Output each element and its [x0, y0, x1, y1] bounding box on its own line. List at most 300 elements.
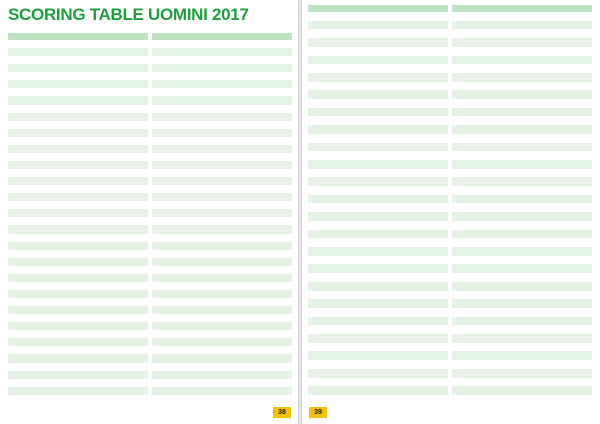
- table-cell: [195, 290, 208, 298]
- table-cell: [351, 221, 364, 230]
- table-cell: [495, 177, 508, 186]
- table-cell: [152, 201, 180, 209]
- table-row: [308, 221, 448, 230]
- table-cell: [51, 217, 64, 225]
- table-cell: [8, 225, 36, 233]
- table-cell: [336, 221, 351, 230]
- table-cell: [51, 330, 64, 338]
- table-cell: [480, 360, 495, 369]
- table-cell: [495, 308, 508, 317]
- table-row: [152, 387, 292, 395]
- table-cell: [8, 282, 36, 290]
- table-row: [452, 116, 592, 125]
- table-cell: [308, 343, 336, 352]
- table-row: [8, 338, 148, 346]
- column-header: [64, 33, 148, 40]
- column-header: [508, 5, 592, 12]
- table-cell: [152, 105, 180, 113]
- table-cell: [508, 29, 592, 38]
- table-cell: [180, 56, 195, 64]
- table-cell: [336, 273, 351, 282]
- table-cell: [364, 282, 448, 291]
- table-cell: [351, 264, 364, 273]
- table-cell: [508, 360, 592, 369]
- table-cell: [336, 29, 351, 38]
- table-cell: [480, 273, 495, 282]
- table-cell: [336, 90, 351, 99]
- table-cell: [8, 363, 36, 371]
- table-cell: [508, 203, 592, 212]
- table-cell: [8, 169, 36, 177]
- table-cell: [308, 203, 336, 212]
- table-cell: [452, 56, 480, 65]
- table-cell: [364, 325, 448, 334]
- table-cell: [495, 291, 508, 300]
- table-row: [452, 21, 592, 30]
- table-cell: [8, 242, 36, 250]
- table-row: [308, 299, 448, 308]
- table-cell: [351, 325, 364, 334]
- table-cell: [508, 212, 592, 221]
- table-cell: [508, 116, 592, 125]
- table-cell: [364, 47, 448, 56]
- table-cell: [480, 47, 495, 56]
- table-cell: [51, 298, 64, 306]
- table-cell: [495, 143, 508, 152]
- table-cell: [336, 378, 351, 387]
- table-cell: [64, 193, 148, 201]
- table-cell: [452, 151, 480, 160]
- table-row: [8, 209, 148, 217]
- table-cell: [64, 242, 148, 250]
- table-cell: [495, 299, 508, 308]
- table-body: [8, 40, 148, 395]
- table-row: [308, 360, 448, 369]
- table-cell: [351, 12, 364, 21]
- table-cell: [36, 80, 51, 88]
- table-cell: [195, 330, 208, 338]
- table-cell: [364, 360, 448, 369]
- table-cell: [51, 371, 64, 379]
- table-cell: [180, 96, 195, 104]
- table-cell: [64, 80, 148, 88]
- table-row: [152, 113, 292, 121]
- table-cell: [180, 379, 195, 387]
- table-row: [8, 250, 148, 258]
- table-cell: [8, 161, 36, 169]
- table-cell: [152, 209, 180, 217]
- table-cell: [364, 343, 448, 352]
- table-cell: [452, 334, 480, 343]
- table-cell: [64, 121, 148, 129]
- table-row: [152, 338, 292, 346]
- table-cell: [51, 282, 64, 290]
- table-cell: [36, 314, 51, 322]
- table-cell: [36, 96, 51, 104]
- table-cell: [336, 195, 351, 204]
- table-cell: [508, 56, 592, 65]
- table-cell: [208, 153, 292, 161]
- table-row: [8, 379, 148, 387]
- table-cell: [495, 160, 508, 169]
- table-cell: [452, 108, 480, 117]
- table-cell: [452, 308, 480, 317]
- table-cell: [351, 360, 364, 369]
- table-cell: [351, 282, 364, 291]
- table-cell: [180, 282, 195, 290]
- table-cell: [452, 186, 480, 195]
- table-row: [152, 129, 292, 137]
- table-cell: [8, 234, 36, 242]
- table-cell: [51, 266, 64, 274]
- table-cell: [64, 266, 148, 274]
- table-row: [8, 105, 148, 113]
- table-cell: [51, 193, 64, 201]
- table-cell: [336, 186, 351, 195]
- table-row: [452, 291, 592, 300]
- table-cell: [208, 145, 292, 153]
- table-cell: [195, 322, 208, 330]
- table-row: [308, 38, 448, 47]
- table-cell: [364, 203, 448, 212]
- table-row: [308, 343, 448, 352]
- table-row: [152, 346, 292, 354]
- table-cell: [351, 99, 364, 108]
- table-row: [152, 330, 292, 338]
- table-cell: [152, 330, 180, 338]
- table-cell: [195, 72, 208, 80]
- table-cell: [180, 40, 195, 48]
- table-cell: [495, 82, 508, 91]
- table-cell: [336, 369, 351, 378]
- table-cell: [308, 212, 336, 221]
- table-cell: [336, 238, 351, 247]
- table-cell: [208, 113, 292, 121]
- table-row: [452, 29, 592, 38]
- table-cell: [495, 256, 508, 265]
- table-cell: [36, 56, 51, 64]
- table-row: [452, 308, 592, 317]
- table-cell: [480, 108, 495, 117]
- table-cell: [51, 387, 64, 395]
- table-body: [452, 12, 592, 395]
- table-row: [308, 203, 448, 212]
- document-title: SCORING TABLE UOMINI 2017: [8, 5, 249, 24]
- table-cell: [208, 306, 292, 314]
- table-cell: [452, 38, 480, 47]
- table-cell: [308, 116, 336, 125]
- table-cell: [36, 40, 51, 48]
- table-cell: [308, 82, 336, 91]
- table-cell: [452, 299, 480, 308]
- table-row: [152, 258, 292, 266]
- table-row: [452, 90, 592, 99]
- table-cell: [495, 369, 508, 378]
- table-cell: [452, 247, 480, 256]
- table-row: [452, 273, 592, 282]
- table-cell: [364, 186, 448, 195]
- table-cell: [480, 343, 495, 352]
- table-cell: [452, 21, 480, 30]
- table-cell: [364, 378, 448, 387]
- table-row: [152, 185, 292, 193]
- table-row: [452, 221, 592, 230]
- table-row: [152, 266, 292, 274]
- table-cell: [152, 88, 180, 96]
- table-cell: [480, 351, 495, 360]
- table-cell: [452, 378, 480, 387]
- table-cell: [336, 73, 351, 82]
- table-cell: [452, 291, 480, 300]
- table-cell: [195, 354, 208, 362]
- table-cell: [152, 137, 180, 145]
- table-row: [308, 90, 448, 99]
- table-cell: [195, 379, 208, 387]
- table-cell: [480, 177, 495, 186]
- table-cell: [480, 29, 495, 38]
- table-cell: [51, 121, 64, 129]
- table-cell: [495, 29, 508, 38]
- table-cell: [308, 47, 336, 56]
- table-cell: [208, 217, 292, 225]
- table-cell: [308, 273, 336, 282]
- table-row: [8, 201, 148, 209]
- table-cell: [308, 264, 336, 273]
- table-row: [8, 387, 148, 395]
- table-cell: [351, 56, 364, 65]
- table-cell: [452, 360, 480, 369]
- table-cell: [8, 88, 36, 96]
- table-cell: [51, 306, 64, 314]
- table-cell: [508, 308, 592, 317]
- table-row: [452, 351, 592, 360]
- table-cell: [364, 334, 448, 343]
- column-header: [51, 33, 64, 40]
- table-cell: [308, 256, 336, 265]
- table-cell: [308, 386, 336, 395]
- table-cell: [508, 343, 592, 352]
- table-cell: [495, 186, 508, 195]
- table-cell: [508, 334, 592, 343]
- table-cell: [8, 201, 36, 209]
- table-cell: [36, 322, 51, 330]
- table-cell: [64, 346, 148, 354]
- table-row: [8, 72, 148, 80]
- table-cell: [195, 80, 208, 88]
- table-cell: [351, 38, 364, 47]
- table-cell: [195, 145, 208, 153]
- table-cell: [208, 169, 292, 177]
- table-row: [452, 125, 592, 134]
- table-cell: [195, 225, 208, 233]
- table-row: [152, 274, 292, 282]
- table-cell: [508, 38, 592, 47]
- table-cell: [480, 256, 495, 265]
- table-cell: [495, 151, 508, 160]
- table-cell: [8, 96, 36, 104]
- table-cell: [508, 195, 592, 204]
- table-cell: [36, 177, 51, 185]
- table-cell: [8, 72, 36, 80]
- table-cell: [51, 379, 64, 387]
- table-row: [152, 290, 292, 298]
- column-header: [8, 33, 36, 40]
- table-cell: [8, 298, 36, 306]
- table-cell: [8, 177, 36, 185]
- table-row: [8, 88, 148, 96]
- table-cell: [152, 387, 180, 395]
- table-cell: [480, 264, 495, 273]
- table-cell: [51, 177, 64, 185]
- table-cell: [36, 330, 51, 338]
- table-cell: [480, 308, 495, 317]
- page-number-left: 38: [273, 407, 291, 418]
- table-cell: [195, 105, 208, 113]
- table-cell: [36, 282, 51, 290]
- table-cell: [51, 314, 64, 322]
- table-cell: [452, 282, 480, 291]
- table-cell: [51, 274, 64, 282]
- table-cell: [508, 108, 592, 117]
- score-table: [308, 5, 448, 395]
- table-cell: [351, 169, 364, 178]
- table-cell: [452, 160, 480, 169]
- table-cell: [208, 330, 292, 338]
- table-cell: [195, 177, 208, 185]
- table-cell: [308, 282, 336, 291]
- table-cell: [152, 72, 180, 80]
- table-row: [8, 193, 148, 201]
- table-header-row: [452, 5, 592, 12]
- table-cell: [51, 64, 64, 72]
- table-row: [8, 177, 148, 185]
- table-cell: [308, 334, 336, 343]
- table-row: [8, 266, 148, 274]
- table-cell: [480, 230, 495, 239]
- table-cell: [336, 160, 351, 169]
- table-cell: [208, 193, 292, 201]
- table-cell: [36, 185, 51, 193]
- table-cell: [364, 351, 448, 360]
- table-cell: [180, 371, 195, 379]
- table-row: [308, 12, 448, 21]
- table-cell: [364, 177, 448, 186]
- table-cell: [152, 250, 180, 258]
- table-cell: [364, 151, 448, 160]
- table-cell: [195, 201, 208, 209]
- table-cell: [180, 161, 195, 169]
- table-row: [152, 379, 292, 387]
- table-cell: [495, 195, 508, 204]
- table-row: [152, 201, 292, 209]
- table-cell: [308, 21, 336, 30]
- table-cell: [336, 282, 351, 291]
- table-cell: [495, 21, 508, 30]
- table-cell: [336, 230, 351, 239]
- table-cell: [351, 308, 364, 317]
- column-header: [195, 33, 208, 40]
- table-cell: [508, 238, 592, 247]
- table-cell: [51, 290, 64, 298]
- table-row: [452, 38, 592, 47]
- table-row: [452, 369, 592, 378]
- table-cell: [51, 169, 64, 177]
- table-cell: [336, 108, 351, 117]
- table-cell: [508, 47, 592, 56]
- table-cell: [452, 369, 480, 378]
- table-cell: [480, 82, 495, 91]
- table-cell: [64, 371, 148, 379]
- table-row: [452, 64, 592, 73]
- table-row: [8, 217, 148, 225]
- table-cell: [364, 134, 448, 143]
- table-row: [308, 386, 448, 395]
- table-row: [152, 56, 292, 64]
- table-cell: [36, 145, 51, 153]
- table-cell: [336, 247, 351, 256]
- table-row: [152, 96, 292, 104]
- table-cell: [480, 90, 495, 99]
- table-cell: [64, 330, 148, 338]
- table-cell: [152, 161, 180, 169]
- table-cell: [336, 203, 351, 212]
- table-row: [152, 80, 292, 88]
- table-cell: [51, 96, 64, 104]
- table-cell: [308, 90, 336, 99]
- table-cell: [508, 264, 592, 273]
- table-cell: [308, 99, 336, 108]
- score-table: [152, 33, 292, 395]
- table-cell: [64, 250, 148, 258]
- table-cell: [452, 238, 480, 247]
- table-cell: [495, 99, 508, 108]
- table-cell: [495, 282, 508, 291]
- table-cell: [351, 177, 364, 186]
- table-cell: [364, 82, 448, 91]
- table-cell: [364, 73, 448, 82]
- table-cell: [351, 151, 364, 160]
- table-cell: [64, 314, 148, 322]
- table-cell: [351, 125, 364, 134]
- table-cell: [8, 80, 36, 88]
- table-cell: [180, 306, 195, 314]
- table-cell: [364, 291, 448, 300]
- table-cell: [152, 306, 180, 314]
- table-row: [452, 203, 592, 212]
- table-cell: [51, 258, 64, 266]
- table-row: [308, 317, 448, 326]
- table-cell: [64, 96, 148, 104]
- column-header: [480, 5, 495, 12]
- table-cell: [152, 193, 180, 201]
- table-row: [152, 322, 292, 330]
- table-cell: [480, 186, 495, 195]
- table-cell: [495, 90, 508, 99]
- table-cell: [180, 145, 195, 153]
- table-cell: [480, 134, 495, 143]
- table-row: [308, 73, 448, 82]
- table-cell: [195, 266, 208, 274]
- table-cell: [480, 143, 495, 152]
- table-cell: [452, 47, 480, 56]
- table-row: [308, 177, 448, 186]
- column-header: [308, 5, 336, 12]
- table-row: [8, 80, 148, 88]
- table-cell: [508, 12, 592, 21]
- table-cell: [480, 73, 495, 82]
- table-row: [152, 298, 292, 306]
- table-cell: [180, 121, 195, 129]
